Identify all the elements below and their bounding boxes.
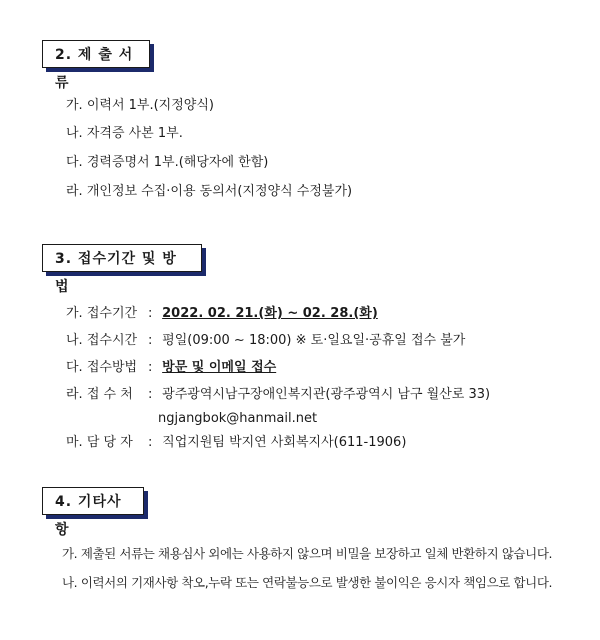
colon: : [148, 387, 153, 402]
contact-person-value: 직업지원팀 박지연 사회복지사(611-1906) [162, 435, 407, 450]
colon: : [148, 435, 153, 450]
section-4-title: 4. 기타사항 [42, 487, 144, 515]
receipt-time-value: 평일(09:00 ~ 18:00) ※ 토·일요일·공휴일 접수 불가 [162, 333, 466, 348]
colon: : [148, 306, 153, 321]
colon: : [148, 333, 153, 348]
section-4-note-1: 가. 제출된 서류는 채용심사 외에는 사용하지 않으며 비밀을 보장하고 일체 반환하지 않습니다. [62, 546, 553, 561]
contact-person-row [66, 435, 406, 451]
section-2-item-2: 나. 자격증 사본 1부. [66, 126, 183, 141]
receipt-method-row [66, 360, 276, 376]
receipt-place-row [66, 387, 490, 403]
section-2-item-3: 다. 경력증명서 1부.(해당자에 한함) [66, 155, 269, 170]
section-2-item-4: 라. 개인정보 수집·이용 동의서(지정양식 수정불가) [66, 184, 353, 199]
receipt-period-value: 2022. 02. 21.(화) ~ 02. 28.(화) [162, 306, 378, 321]
receipt-method-value: 방문 및 이메일 접수 [162, 360, 277, 375]
section-2-item-1: 가. 이력서 1부.(지정양식) [66, 98, 214, 113]
receipt-time-row [66, 333, 465, 349]
section-2-title: 2. 제 출 서 류 [42, 40, 150, 68]
receipt-period-label: 가. 접수기간 [66, 306, 138, 321]
section-3-title: 3. 접수기간 및 방법 [42, 244, 202, 272]
receipt-email[interactable]: ngjangbok@hanmail.net [158, 411, 318, 426]
receipt-period-row [66, 306, 378, 322]
receipt-method-label: 다. 접수방법 [66, 360, 138, 375]
section-4-note-2: 나. 이력서의 기재사항 착오,누락 또는 연락불능으로 발생한 불이익은 응시자 책임으로 합니다. [62, 575, 553, 590]
receipt-time-label: 나. 접수시간 [66, 333, 138, 348]
receipt-place-value: 광주광역시남구장애인복지관(광주광역시 남구 월산로 33) [162, 387, 491, 402]
contact-person-label: 마. 담 당 자 [66, 435, 133, 450]
receipt-place-label: 라. 접 수 처 [66, 387, 133, 402]
colon: : [148, 360, 153, 375]
